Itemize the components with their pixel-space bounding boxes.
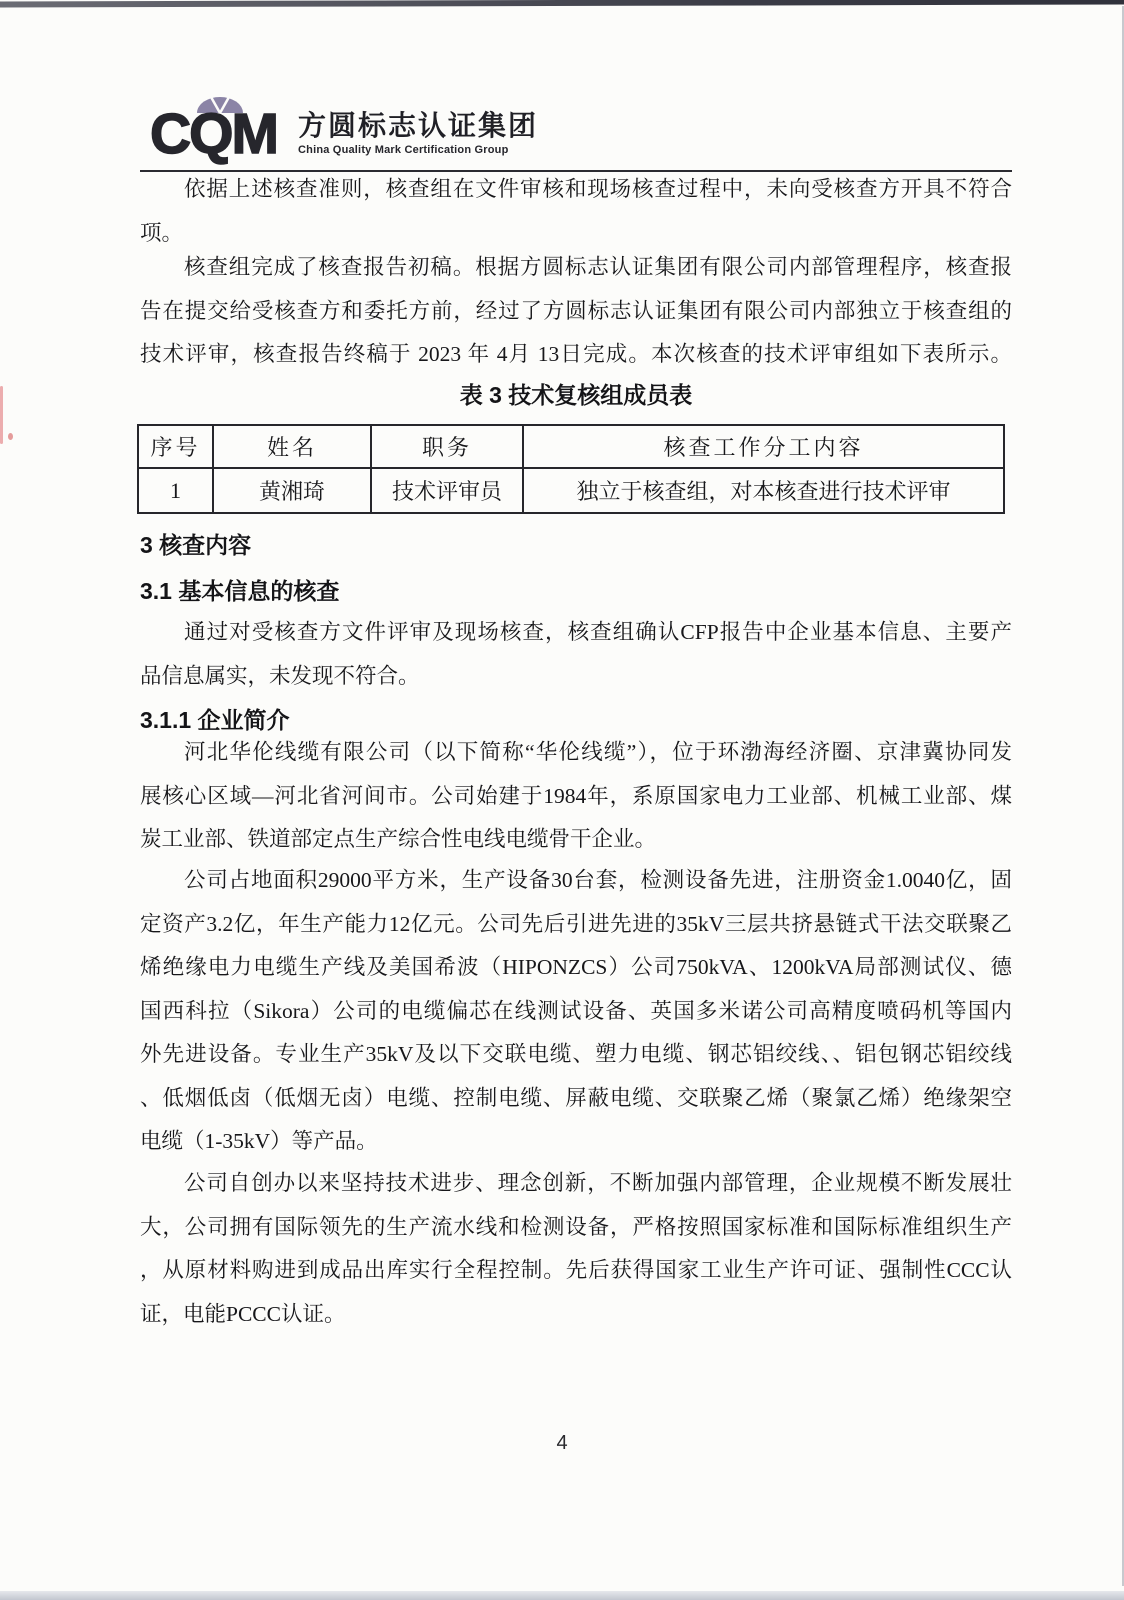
table-row [138,468,1004,513]
paragraph-line: 定资产3.2亿，年生产能力12亿元。公司先后引进先进的35kV三层共挤悬链式干法交联聚乙 [140,911,1012,936]
table-cell-index: 1 [138,468,213,513]
paragraph-line: 核查组完成了核查报告初稿。根据方圆标志认证集团有限公司内部管理程序，核查报 [184,255,1012,279]
paragraph-line: 公司自创办以来坚持技术进步、理念创新，不断加强内部管理，企业规模不断发展壮 [184,1171,1012,1195]
paragraph [140,731,1012,862]
cqm-logo [150,96,710,170]
section-heading-3: 3 核查内容 [140,532,252,558]
table-title: 表 3 技术复核组成员表 [459,382,693,408]
table-header-cell: 核查工作分工内容 [523,425,1004,468]
paragraph-line: 炭工业部、铁道部定点生产综合性电线电缆骨干企业。 [140,827,657,851]
red-stamp-fragment [0,386,3,444]
paragraph [140,1162,1012,1336]
red-stamp-dot [8,433,13,440]
paragraph-line: 烯绝缘电力电缆生产线及美国希波（HIPONZCS）公司750kVA、1200kVA局部测试仪、德 [140,955,1012,979]
section-heading-3-1-1: 3.1.1 企业简介 [140,707,290,733]
paragraph-line: 通过对受核查方文件评审及现场核查，核查组确认CFP报告中企业基本信息、主要产 [184,620,1012,644]
paragraph-line: 公司占地面积29000平方米，生产设备30台套，检测设备先进，注册资金1.0040亿，固 [184,868,1012,892]
table-cell-assignment: 独立于核查组，对本核查进行技术评审 [523,468,1004,513]
page-number: 4 [556,1432,568,1454]
paragraph [140,168,1012,255]
logo-name-chinese: 方圆标志认证集团 [298,110,539,141]
paragraph-line: 展核心区域—河北省河间市。公司始建于1984年，系原国家电力工业部、机械工业部、煤 [140,783,1012,808]
scan-edge-bottom [0,1591,1124,1600]
paragraph-line: 电缆（1-35kV）等产品。 [140,1129,378,1153]
table-header-cell: 职务 [371,425,523,468]
scan-edge-top [0,0,1124,7]
table-header-cell: 序号 [138,425,213,468]
section-heading-3-1: 3.1 基本信息的核查 [140,578,340,604]
paragraph [140,611,1012,698]
paragraph-line: 河北华伦线缆有限公司（以下简称“华伦线缆”），位于环渤海经济圈、京津冀协同发 [184,740,1012,764]
logo-acronym: CQM [150,102,277,166]
table-cell-role: 技术评审员 [371,468,523,513]
paragraph-line: 项。 [140,220,184,245]
paragraph-line: ，从原材料购进到成品出库实行全程控制。先后获得国家工业生产许可证、强制性CCC认 [140,1258,1012,1282]
table-cell-name: 黄湘琦 [213,468,371,513]
paragraph-line: 证，电能PCCC认证。 [140,1301,346,1326]
table-header-row [138,425,1004,468]
paragraph-line: 外先进设备。专业生产35kV及以下交联电缆、塑力电缆、钢芯铝绞线、、铝包钢芯铝绞线 [140,1042,1012,1066]
table-header-cell: 姓名 [213,425,371,468]
paragraph-line: 依据上述核查准则，核查组在文件审核和现场核查过程中，未向受核查方开具不符合 [184,177,1012,201]
paragraph-line: 品信息属实，未发现不符合。 [140,663,420,688]
paragraph-line: 国西科拉（Sikora）公司的电缆偏芯在线测试设备、英国多米诺公司高精度喷码机等国内 [140,998,1012,1023]
paragraph-line: 、低烟低卤（低烟无卤）电缆、控制电缆、屏蔽电缆、交联聚乙烯（聚氯乙烯）绝缘架空 [140,1085,1012,1110]
paragraph-line: 大，公司拥有国际领先的生产流水线和检测设备，严格按照国家标准和国际标准组织生产 [140,1214,1012,1239]
logo-name-english: China Quality Mark Certification Group [298,144,509,156]
review-team-table [137,424,1005,514]
paragraph [140,246,1012,377]
paragraph [140,859,1012,1164]
paragraph-line: 技术评审，核查报告终稿于 2023 年 4月 13日完成。本次核查的技术评审组如下表所示。 [140,342,1012,366]
paragraph-line: 告在提交给受核查方和委托方前，经过了方圆标志认证集团有限公司内部独立于核查组的 [140,298,1012,323]
